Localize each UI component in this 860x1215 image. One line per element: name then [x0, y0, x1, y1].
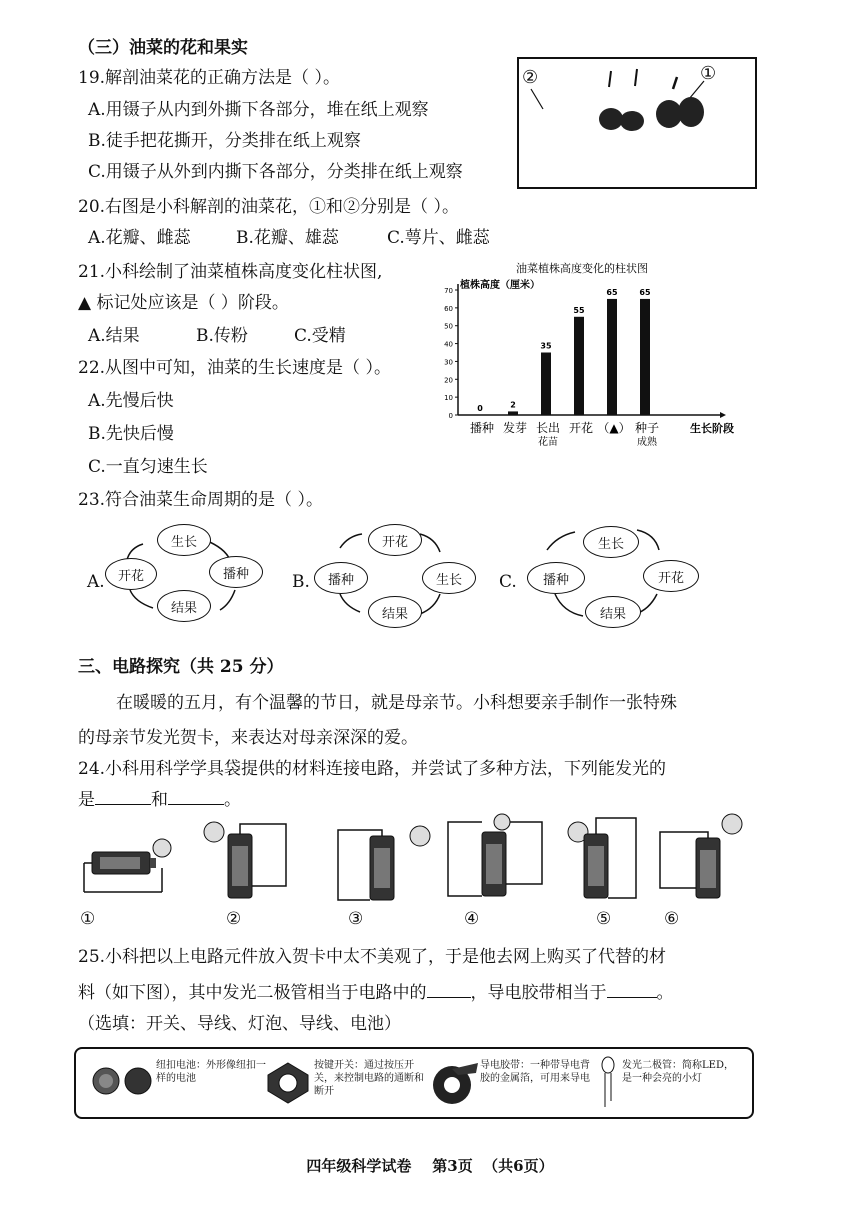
material-button-battery-text: 纽扣电池：外形像纽扣一样的电池: [156, 1060, 266, 1084]
circuit-4: [442, 812, 552, 912]
conductive-tape-icon: [430, 1061, 480, 1107]
chart-category-label: 播种: [469, 421, 495, 435]
cycle-option-c: [497, 520, 707, 632]
chart-category-label: 长出: [535, 421, 561, 435]
cycle-c-right: 开花: [643, 560, 699, 592]
chart-bar: [574, 317, 584, 415]
q20-option-b: B.花瓣、雄蕊: [236, 228, 339, 248]
q19-stem: 19.解剖油菜花的正确方法是（ ）。: [78, 68, 340, 88]
chart-bar-value-label: 55: [573, 305, 585, 315]
circuit-figures: [70, 812, 760, 932]
circuit-6: [656, 812, 766, 912]
part3-intro-line2: 的母亲节发光贺卡，来表达对母亲深深的爱。: [78, 728, 418, 748]
q19-option-b: B.徒手把花撕开，分类排在纸上观察: [88, 131, 361, 151]
circuit-5: [552, 812, 662, 912]
label-1: ①: [700, 63, 717, 84]
chart-y-tick-label: 0: [448, 412, 453, 420]
led-icon: [598, 1055, 618, 1109]
q21-option-a: A.结果: [88, 326, 140, 346]
cycle-a-bottom: 结果: [157, 590, 211, 622]
petal-1: [599, 108, 623, 130]
part3-heading: 三、电路探究（共 25 分）: [78, 657, 284, 677]
leader-line-2: [531, 89, 543, 109]
chart-category-label: （▲）: [597, 421, 631, 435]
q21-stem: 21.小科绘制了油菜植株高度变化柱状图,: [78, 262, 383, 282]
q22-option-c: C.一直匀速生长: [88, 457, 208, 477]
q25-stem2-end: 。: [656, 983, 674, 1003]
circuit-2: [196, 812, 306, 912]
cycle-b-right: 生长: [422, 562, 476, 594]
circuit-1: [78, 820, 188, 910]
cycle-b-top: 开花: [368, 524, 422, 556]
material-push-switch-text: 按键开关：通过按压开关，来控制电路的通断和断开: [314, 1060, 424, 1097]
circuit-label-3: ③: [348, 909, 364, 929]
q24-stem: 24.小科用科学学具袋提供的材料连接电路，并尝试了多种方法，下列能发光的: [78, 759, 667, 779]
chart-bar: [475, 415, 485, 416]
chart-category-label: 花苗: [538, 437, 558, 448]
cycle-option-b: [290, 522, 490, 632]
cycle-option-a: [85, 518, 285, 628]
q25-answer-blank-2[interactable]: [607, 981, 657, 998]
cycle-c-letter: C.: [499, 572, 517, 592]
chart-y-axis-label: 植株高度（厘米）: [460, 280, 540, 291]
chart-category-label: 种子: [634, 421, 660, 435]
q22-option-b: B.先快后慢: [88, 424, 174, 444]
chart-y-tick-label: 30: [444, 358, 453, 367]
q25-stem: 25.小科把以上电路元件放入贺卡中太不美观了，于是他去网上购买了代替的材: [78, 947, 667, 967]
chart-bar-value-label: 0: [477, 404, 483, 413]
chart-y-tick-label: 60: [444, 304, 453, 313]
chart-bar: [607, 299, 617, 415]
q24-stem2-end: 。: [224, 790, 241, 810]
circuit-label-2: ②: [226, 909, 242, 929]
petal-4: [678, 97, 704, 127]
q24-stem2-pre: 是: [78, 790, 95, 810]
label-2: ②: [522, 67, 539, 88]
chart-bar-value-label: 2: [510, 400, 516, 410]
q24-stem2: [78, 788, 241, 811]
circuit-label-5: ⑤: [596, 909, 612, 929]
page-footer: 四年级科学试卷 第3页 （共6页）: [306, 1157, 554, 1175]
q23-stem: 23.符合油菜生命周期的是（ ）。: [78, 490, 323, 510]
chart-category-label: 成熟: [637, 437, 657, 448]
chart-bar-value-label: 65: [639, 287, 651, 297]
dissected-flower-drawing: [519, 59, 755, 187]
chart-category-label: 开花: [568, 421, 594, 435]
cycle-b-bottom: 结果: [368, 596, 422, 628]
materials-box: [74, 1047, 754, 1119]
pistil: [673, 77, 677, 89]
chart-canvas: [432, 260, 742, 460]
circuit-label-1: ①: [80, 909, 96, 929]
chart-bar: [640, 299, 650, 415]
chart-category-label: 发芽: [502, 421, 528, 435]
q21-stem2: ▲ 标记处应该是（ ）阶段。: [78, 293, 289, 313]
circuit-label-6: ⑥: [664, 909, 680, 929]
q21-option-c: C.受精: [294, 326, 346, 346]
q25-answer-blank-1[interactable]: [427, 981, 471, 998]
petal-3: [656, 100, 682, 128]
material-conductive-tape-text: 导电胶带：一种带导电背胶的金属箔，可用来导电: [480, 1060, 590, 1084]
chart-y-tick-label: 10: [444, 394, 453, 403]
chart-y-tick-label: 70: [444, 287, 453, 295]
cycle-c-top: 生长: [583, 526, 639, 558]
q24-answer-blank-1[interactable]: [95, 788, 151, 805]
height-bar-chart: [432, 260, 742, 460]
chart-x-arrow: [720, 412, 726, 418]
push-switch-icon: [266, 1061, 310, 1105]
section-heading: （三）油菜的花和果实: [78, 38, 248, 58]
q25-stem2-pre: 料（如下图），其中发光二极管相当于电路中的: [78, 983, 427, 1003]
stamen-1: [609, 71, 611, 87]
chart-y-tick-label: 50: [444, 322, 453, 331]
circuit-3: [332, 816, 442, 916]
q25-stem2-mid: ，导电胶带相当于: [470, 983, 607, 1003]
cycle-c-left: 播种: [527, 562, 585, 594]
chart-bar-value-label: 65: [606, 287, 618, 297]
cycle-a-right: 播种: [209, 556, 263, 588]
q20-stem: 20.右图是小科解剖的油菜花，①和②分别是（ ）。: [78, 197, 459, 217]
part3-intro-line1: 在暖暖的五月，有个温馨的节日，就是母亲节。小科想要亲手制作一张特殊: [116, 693, 677, 713]
button-battery-icon: [90, 1063, 154, 1099]
q24-stem2-mid: 和: [151, 790, 168, 810]
dissected-flower-figure: [517, 57, 757, 189]
stamen-2: [635, 69, 637, 86]
q25-stem3: （选填：开关、导线、灯泡、导线、电池）: [78, 1014, 401, 1034]
q22-option-a: A.先慢后快: [88, 391, 174, 411]
cycle-a-letter: A.: [87, 572, 105, 592]
q22-stem: 22.从图中可知，油菜的生长速度是（ ）。: [78, 358, 391, 378]
q25-stem2: [78, 981, 674, 1004]
circuit-label-4: ④: [464, 909, 480, 929]
q19-option-a: A.用镊子从内到外撕下各部分，堆在纸上观察: [88, 100, 429, 120]
chart-bar: [541, 353, 551, 416]
q20-option-c: C.萼片、雌蕊: [387, 228, 490, 248]
chart-bar: [508, 411, 518, 415]
cycle-b-letter: B.: [292, 572, 310, 592]
cycle-a-left: 开花: [105, 558, 157, 590]
q21-option-b: B.传粉: [196, 326, 248, 346]
chart-y-tick-label: 20: [444, 376, 453, 385]
cycle-b-left: 播种: [314, 562, 368, 594]
petal-2: [620, 111, 644, 131]
q19-option-c: C.用镊子从外到内撕下各部分，分类排在纸上观察: [88, 162, 463, 182]
material-led-text: 发光二极管：简称LED，是一种会亮的小灯: [622, 1060, 734, 1084]
chart-y-tick-label: 40: [444, 340, 453, 349]
chart-bar-value-label: 35: [540, 341, 552, 351]
cycle-a-top: 生长: [157, 524, 211, 556]
cycle-c-bottom: 结果: [585, 596, 641, 628]
chart-title: 油菜植株高度变化的柱状图: [516, 262, 648, 275]
q20-option-a: A.花瓣、雌蕊: [88, 228, 191, 248]
chart-x-axis-label: 生长阶段: [690, 422, 734, 435]
q24-answer-blank-2[interactable]: [168, 788, 224, 805]
